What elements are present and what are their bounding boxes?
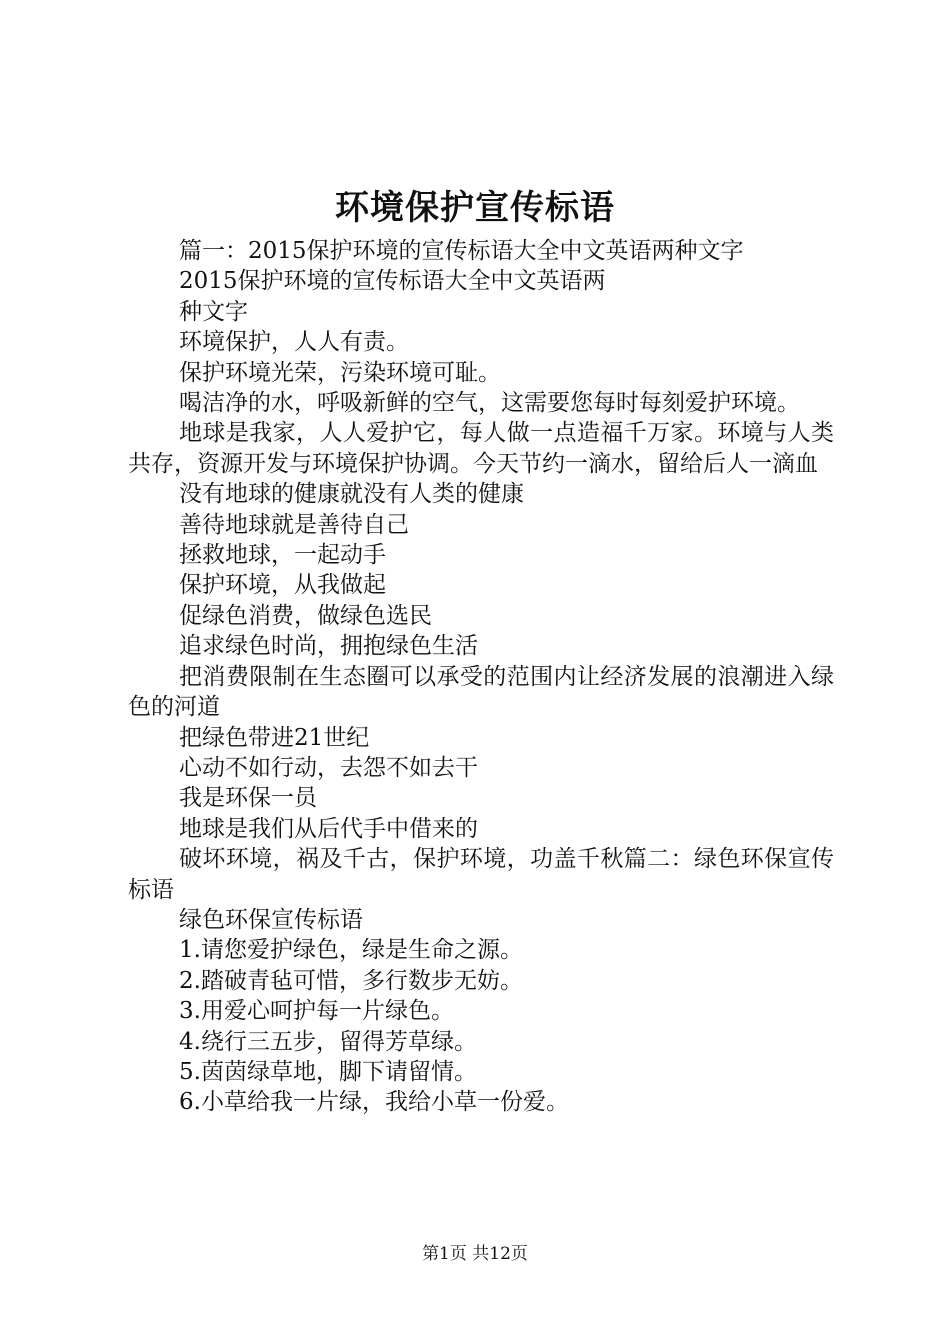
paragraph: 把消费限制在生态圈可以承受的范围内让经济发展的浪潮进入绿色的河道 bbox=[128, 663, 834, 721]
paragraph: 把绿色带进21世纪 bbox=[179, 724, 370, 751]
paragraph: 环境保护，人人有责。 bbox=[179, 329, 409, 356]
list-item: 3.用爱心呵护每一片绿色。 bbox=[179, 998, 454, 1025]
paragraph: 我是环保一员 bbox=[179, 785, 317, 812]
paragraph: 2015保护环境的宣传标语大全中文英语两 bbox=[179, 268, 606, 295]
list-item: 1.请您爱护绿色，绿是生命之源。 bbox=[179, 937, 523, 964]
paragraph: 善待地球就是善待自己 bbox=[179, 511, 409, 538]
paragraph: 地球是我家，人人爱护它，每人做一点造福千万家。环境与人类共存，资源开发与环境保护协调。今天节约一滴水，留给后人一滴血 bbox=[128, 420, 834, 477]
paragraph: 拯救地球，一起动手 bbox=[179, 542, 386, 569]
paragraph: 心动不如行动，去怨不如去干 bbox=[179, 754, 478, 781]
paragraph: 破坏环境，祸及千古，保护环境，功盖千秋篇二：绿色环保宣传标语 bbox=[128, 846, 834, 903]
paragraph: 没有地球的健康就没有人类的健康 bbox=[179, 481, 524, 508]
paragraph: 促绿色消费，做绿色选民 bbox=[179, 602, 432, 629]
paragraph: 追求绿色时尚，拥抱绿色生活 bbox=[179, 633, 478, 660]
paragraph: 种文字 bbox=[179, 298, 248, 325]
paragraph: 绿色环保宣传标语 bbox=[179, 906, 363, 933]
paragraph: 保护环境光荣，污染环境可耻。 bbox=[179, 359, 501, 386]
list-item: 6.小草给我一片绿，我给小草一份爱。 bbox=[179, 1089, 569, 1116]
paragraph: 喝洁净的水，呼吸新鲜的空气，这需要您每时每刻爱护环境。 bbox=[179, 390, 800, 417]
list-item: 4.绕行三五步，留得芳草绿。 bbox=[179, 1028, 477, 1055]
paragraph: 保护环境，从我做起 bbox=[179, 572, 386, 599]
list-item: 5.茵茵绿草地，脚下请留情。 bbox=[179, 1058, 477, 1085]
page-footer: 第1页 共12页 bbox=[422, 1244, 528, 1264]
paragraph: 篇一：2015保护环境的宣传标语大全中文英语两种文字 bbox=[179, 238, 744, 264]
document-body bbox=[128, 236, 834, 1118]
paragraph: 地球是我们从后代手中借来的 bbox=[179, 815, 478, 842]
document-title: 环境保护宣传标语 bbox=[335, 188, 615, 228]
list-item: 2.踏破青毡可惜，多行数步无妨。 bbox=[179, 967, 523, 994]
